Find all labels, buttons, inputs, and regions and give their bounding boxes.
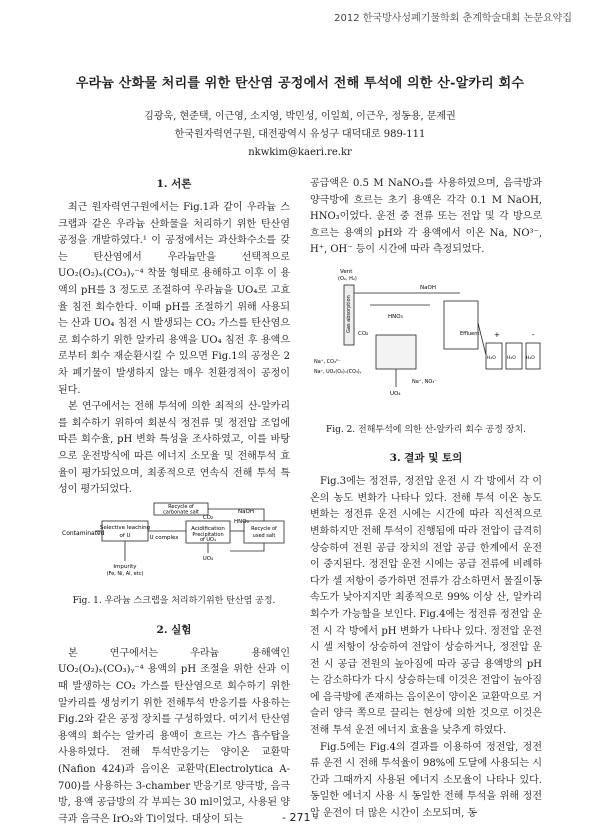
fig1-naoh: NaOH bbox=[238, 508, 254, 515]
svg-text:Recycle of: Recycle of bbox=[168, 503, 194, 510]
author-block bbox=[0, 108, 600, 162]
experiment-paragraph: 본 연구에서는 우라늄 용해액인 UO₂(O₂)ₓ(CO₃)ᵧ⁻⁴ 용액의 pH 조절을 위한 산과 이때 발생하는 CO₂ 가스를 탄산염으로 회수하기 위한 알카리를 생성키기 위한 전해투석 반응기를 사용하는 Fig.2와 같은 공정 장치를 구성하였다. 여기서 탄산염 용액의 회수는 알카리 용액이 흐르는 가스 흡수탑을 사용하였다. 전해 투석반응기는 양이온 교환막(Nafion 424)과 음이온 교환막(Electrolytica A-700)를 사용하는 3-chamber 반응기로 양극방, 음극방, 용액 공급방의 각 부피는 30 ml이었고, 사용된 양극과 음극은 IrO₂와 Ti이었다. 대상이 되는 bbox=[58, 647, 290, 825]
fig2-water-2: H₂O bbox=[507, 355, 516, 361]
figure-1-caption: Fig. 1. 우라늄 스크랩을 처리하기위한 탄산염 공정. bbox=[72, 596, 276, 607]
fig2-product: Na⁺, NO₃⁻ bbox=[412, 378, 437, 385]
intro-paragraph-2: 본 연구에서는 전해 투석에 의한 최적의 산-알카리를 회수하기 위하여 회분식 정전류 및 정전압 조업에 따른 회수율, pH 변화 특성을 조사하였고, 이를 바탕으로 운전방식에 따른 에너지 소모율 및 전해투석 효율이 평가되었으며, 최종적으로 연속식 전해 투석 특성이 평가되었다. bbox=[58, 401, 290, 496]
experiment-continued: 공급액은 0.5 M NaNO₃를 사용하였으며, 음극방과 양극방에 흐르는 초기 용액은 각각 0.1 M NaOH, HNO₃이었다. 운전 중 전류 또는 전압 및 각 방으로 흐르는 용액의 pH와 각 용액에서 이온 Na, NO³⁻, H⁺, OH⁻ 등이 시간에 따라 측정되었다. bbox=[310, 178, 542, 256]
figure-2-caption: Fig. 2. 전해투석에 의한 산-알카리 회수 공정 장치. bbox=[325, 424, 527, 435]
svg-text:Recycle of: Recycle of bbox=[251, 525, 277, 532]
fig1-uo4: UO₄ bbox=[202, 555, 214, 562]
fig2-water-3: H₂O bbox=[526, 355, 535, 361]
svg-text:Vent: Vent bbox=[340, 268, 353, 275]
conference-header: 2012 한국방사성폐기물학회 춘계학술대회 논문요약집 bbox=[334, 13, 572, 24]
results-paragraph-2: Fig.5에는 Fig.4의 결과를 이용하여 정전압, 정전류 운전 시 전해 투석율이 98%에 도달에 사용되는 시간과 그때까지 사용된 에너지 소모율이 나타나 있다. 동일한 에너지 사용 시 동일한 전해 투석을 위해 정전압 운전이 더 많은 시간이 소모되며, 동 bbox=[310, 741, 542, 820]
svg-text:used salt: used salt bbox=[252, 532, 276, 539]
fig2-naoh: NaOH bbox=[420, 284, 436, 291]
fig2-uo4: UO₄ bbox=[390, 390, 401, 397]
affiliation: 한국원자력연구원, 대전광역시 유성구 대덕대로 989-111 bbox=[174, 129, 426, 140]
fig2-absorption: Gas absorption bbox=[346, 295, 352, 333]
svg-text:Impurity: Impurity bbox=[113, 563, 137, 570]
fig1-leaching-label: Selective leaching bbox=[99, 524, 151, 531]
authors: 김광욱, 현준택, 이근영, 소지영, 박민성, 이일희, 이근우, 정동용, 문제권 bbox=[144, 111, 456, 122]
svg-text:Acidification: Acidification bbox=[191, 525, 225, 532]
fig1-hno3: HNO₃ bbox=[234, 518, 249, 525]
email: nkwkim@kaeri.re.kr bbox=[248, 147, 352, 158]
svg-text:(Fe, Ni, Al, etc): (Fe, Ni, Al, etc) bbox=[106, 570, 144, 577]
right-column bbox=[310, 176, 542, 823]
paper-title: 우라늄 산화물 처리를 위한 탄산염 공정에서 전해 투석에 의한 산-알카리 회수 bbox=[75, 76, 525, 91]
figure-1 bbox=[58, 501, 290, 610]
svg-text:(O₂, H₂): (O₂, H₂) bbox=[338, 275, 357, 282]
left-column bbox=[58, 176, 290, 828]
page-number: - 271 - bbox=[282, 811, 318, 824]
figure-2 bbox=[310, 263, 542, 438]
intro-heading: 1. 서론 bbox=[156, 178, 192, 190]
intro-paragraph-1: 최근 원자력연구원에서는 Fig.1과 같이 우라늄 스크랩과 같은 우라늄 산화물을 처리하기 위한 탄산염 공정을 개발하였다.¹ 이 공정에서는 과산화수소를 갖는 탄산염에서 우라늄만을 선택적으로 UO₂(O₂)ₓ(CO₃)ᵧ⁻⁴ 착물 형태로 용해하고 이후 이 용액의 pH를 3 정도로 조절하여 우라늄을 UO₄로 고효율 침전 회수한다. 이때 pH를 조절하기 위해 사용되는 산과 UO₄ 침전 시 발생되는 CO₂ 가스를 탄산염으로 회수하기 위한 알카리 용액을 UO₄ 침전 후 용액으로부터 회수 재순환시킬 수 있으면 Fig.1의 공정은 2차 폐기물이 발생하지 않는 매우 친환경적이 공정이 된다. bbox=[58, 202, 290, 396]
fig2-feed-2: Na⁺, UO₂(O₂)ₓ(CO₃)ᵧ bbox=[314, 369, 362, 375]
fig2-effluent: Effluent bbox=[460, 330, 480, 337]
results-heading: 3. 결과 및 토의 bbox=[389, 452, 463, 465]
svg-text:of U: of U bbox=[119, 532, 131, 539]
fig2-feed: Na⁺, CO₃²⁻ bbox=[314, 358, 341, 365]
svg-text:Precipitation: Precipitation bbox=[192, 531, 224, 538]
results-paragraph-1: Fig.3에는 정전류, 정전압 운전 시 각 방에서 각 이온의 농도 변화가 나타나 있다. 전해 투석 이온 농도 변화는 정전류 운전 시에는 시간에 따라 직선적으로 변화하지만 전해 투석이 진행됨에 따라 전압이 급격히 상승하여 전원 공급 장치의 전압 공급 한계에서 운전이 중지된다. 정전압 운전 시에는 공급 전류에 비례하다가 셀 저항이 증가하면 전류가 감소하면서 물질이동 속도가 낮아지지만 최종적으로 99% 이상 산, 알카리 회수가 가능함을 보인다. Fig.4에는 정전류 정전압 운전 시 각 방에서 pH 변화가 나타나 있다. 정전압 운전 시 셀 저항이 상승하여 전압이 상승하거나, 정전압 운전 시 공급 전원의 높아짐에 따라 공급 용액방의 pH는 감소하다가 다시 상승하는데 이것은 전압이 높아짐에 음극방에 존재하는 음이온이 양이온 교환막으로 거슬러 양극 쪽으로 끌리는 현상에 의한 것으로 이것은 전해 투석 운전 에너지 효율을 낮추게 하였다. bbox=[310, 476, 542, 737]
fig1-co2: CO₂ bbox=[202, 514, 214, 521]
svg-text:of UO₄: of UO₄ bbox=[199, 536, 217, 543]
experiment-heading: 2. 실험 bbox=[156, 623, 192, 636]
fig2-co2: CO₂ bbox=[358, 330, 369, 337]
fig2-cathode: - bbox=[532, 330, 535, 339]
svg-text:carbonate salt: carbonate salt bbox=[163, 509, 199, 516]
fig1-contaminated: Contaminated bbox=[62, 529, 105, 537]
fig2-hno3: HNO₃ bbox=[388, 313, 403, 320]
figure-2-diagram bbox=[310, 263, 542, 413]
fig2-water-1: H₂O bbox=[487, 355, 496, 361]
figure-1-diagram bbox=[58, 501, 290, 585]
fig1-u-complex: U complex bbox=[149, 534, 179, 541]
fig2-anode: + bbox=[494, 330, 500, 339]
